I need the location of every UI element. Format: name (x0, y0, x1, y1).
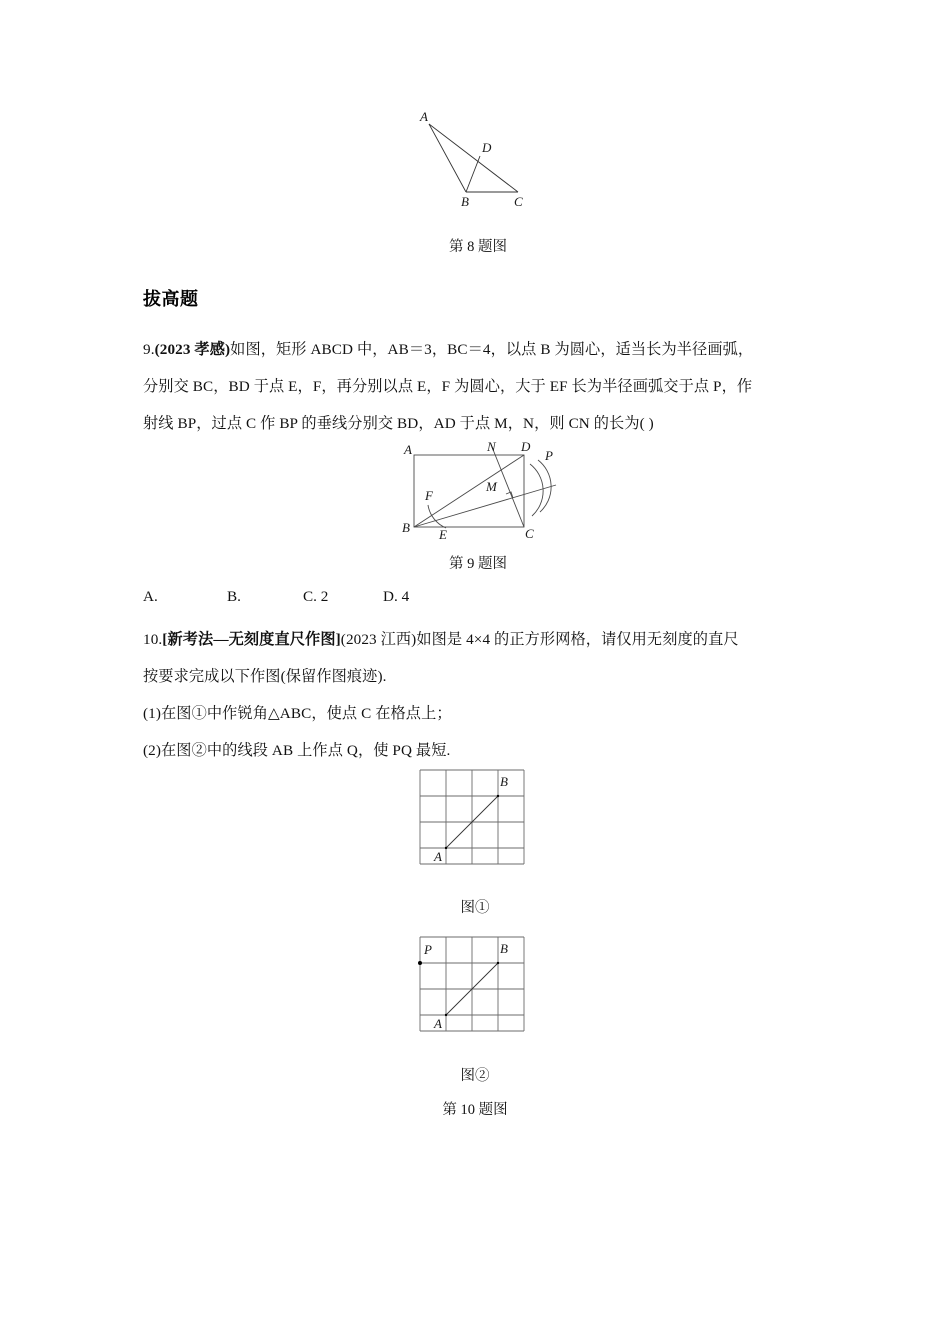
question-10-line1-text: 如图是 4×4 的正方形网格，请仅用无刻度的直尺 (416, 631, 739, 648)
fig9-label-D: D (521, 439, 531, 454)
fig9-label-P: P (545, 448, 553, 463)
figure-8-caption: 第 8 题图 (449, 239, 507, 255)
question-10-tag: [新考法—无刻度直尺作图] (162, 631, 341, 648)
fig8-label-D: D (482, 140, 492, 155)
figure-10-grid-2-svg (418, 935, 538, 1035)
figure-10-grid-2-caption: 图② (460, 1068, 490, 1084)
option-b-key: B. (227, 588, 241, 605)
fig9-label-N: N (487, 439, 496, 454)
figure-9 (398, 439, 568, 542)
figure-8-svg (400, 100, 580, 210)
question-9-line1-text: 如图，矩形 ABCD 中，AB＝3，BC＝4，以点 B 为圆心，适当长为半径画弧， (230, 341, 754, 358)
question-10-line-2: 按要求完成以下作图(保留作图痕迹). (143, 668, 387, 685)
option-d-value: 4 (401, 588, 410, 605)
fig9-label-E: E (439, 527, 447, 542)
question-10-text (143, 621, 811, 769)
question-9-line-1 (143, 331, 811, 368)
question-10-line-1 (143, 621, 811, 658)
question-10-sub-2: (2)在图②中的线段 AB 上作点 Q，使 PQ 最短. (143, 742, 451, 759)
option-a[interactable] (143, 588, 158, 606)
fig10-2-label-P: P (424, 942, 432, 957)
option-a-key: A. (143, 588, 158, 605)
question-9-line-2: 分别交 BC，BD 于点 E，F，再分别以点 E，F 为圆心，大于 EF 长为半径画弧交于点 P，作 (143, 378, 753, 395)
option-c-key: C. (303, 588, 317, 605)
fig9-label-M: M (486, 479, 497, 494)
question-9-source: (2023 孝感) (154, 341, 231, 358)
option-c-value: 2 (320, 588, 329, 605)
option-c[interactable] (303, 588, 328, 606)
option-d[interactable] (383, 588, 409, 606)
fig9-label-B: B (402, 520, 410, 535)
fig10-2-label-B: B (500, 941, 508, 956)
option-b[interactable] (227, 588, 241, 606)
question-10-number: 10. (143, 631, 163, 648)
fig8-label-B: B (461, 194, 469, 209)
figure-9-svg (398, 439, 568, 542)
question-9-text (143, 331, 811, 442)
figure-10-caption: 第 10 题图 (442, 1102, 508, 1118)
option-d-key: D. (383, 588, 398, 605)
question-9-line-3: 射线 BP，过点 C 作 BP 的垂线分别交 BD，AD 于点 M，N，则 CN 的长为( ) (143, 415, 654, 432)
fig9-label-C: C (525, 526, 534, 541)
figure-10-grid-1-svg (418, 768, 538, 868)
section-heading-advanced: 拔高题 (143, 289, 199, 309)
fig9-label-A: A (404, 442, 412, 457)
fig10-2-label-A: A (434, 1016, 442, 1031)
figure-8 (400, 100, 580, 210)
fig8-label-C: C (514, 194, 523, 209)
figure-10-grid-2 (418, 935, 538, 1035)
fig9-label-F: F (425, 488, 433, 503)
question-9-number: 9. (143, 341, 155, 358)
question-10-source: (2023 江西) (340, 631, 417, 648)
fig10-1-label-B: B (500, 774, 508, 789)
fig8-label-A: A (420, 109, 428, 124)
figure-9-caption: 第 9 题图 (449, 556, 507, 572)
figure-10-grid-1 (418, 768, 538, 868)
question-9-options (143, 588, 543, 612)
fig10-1-label-A: A (434, 849, 442, 864)
figure-10-grid-1-caption: 图① (460, 900, 490, 916)
question-10-sub-1: (1)在图①中作锐角△ABC，使点 C 在格点上； (143, 705, 452, 722)
